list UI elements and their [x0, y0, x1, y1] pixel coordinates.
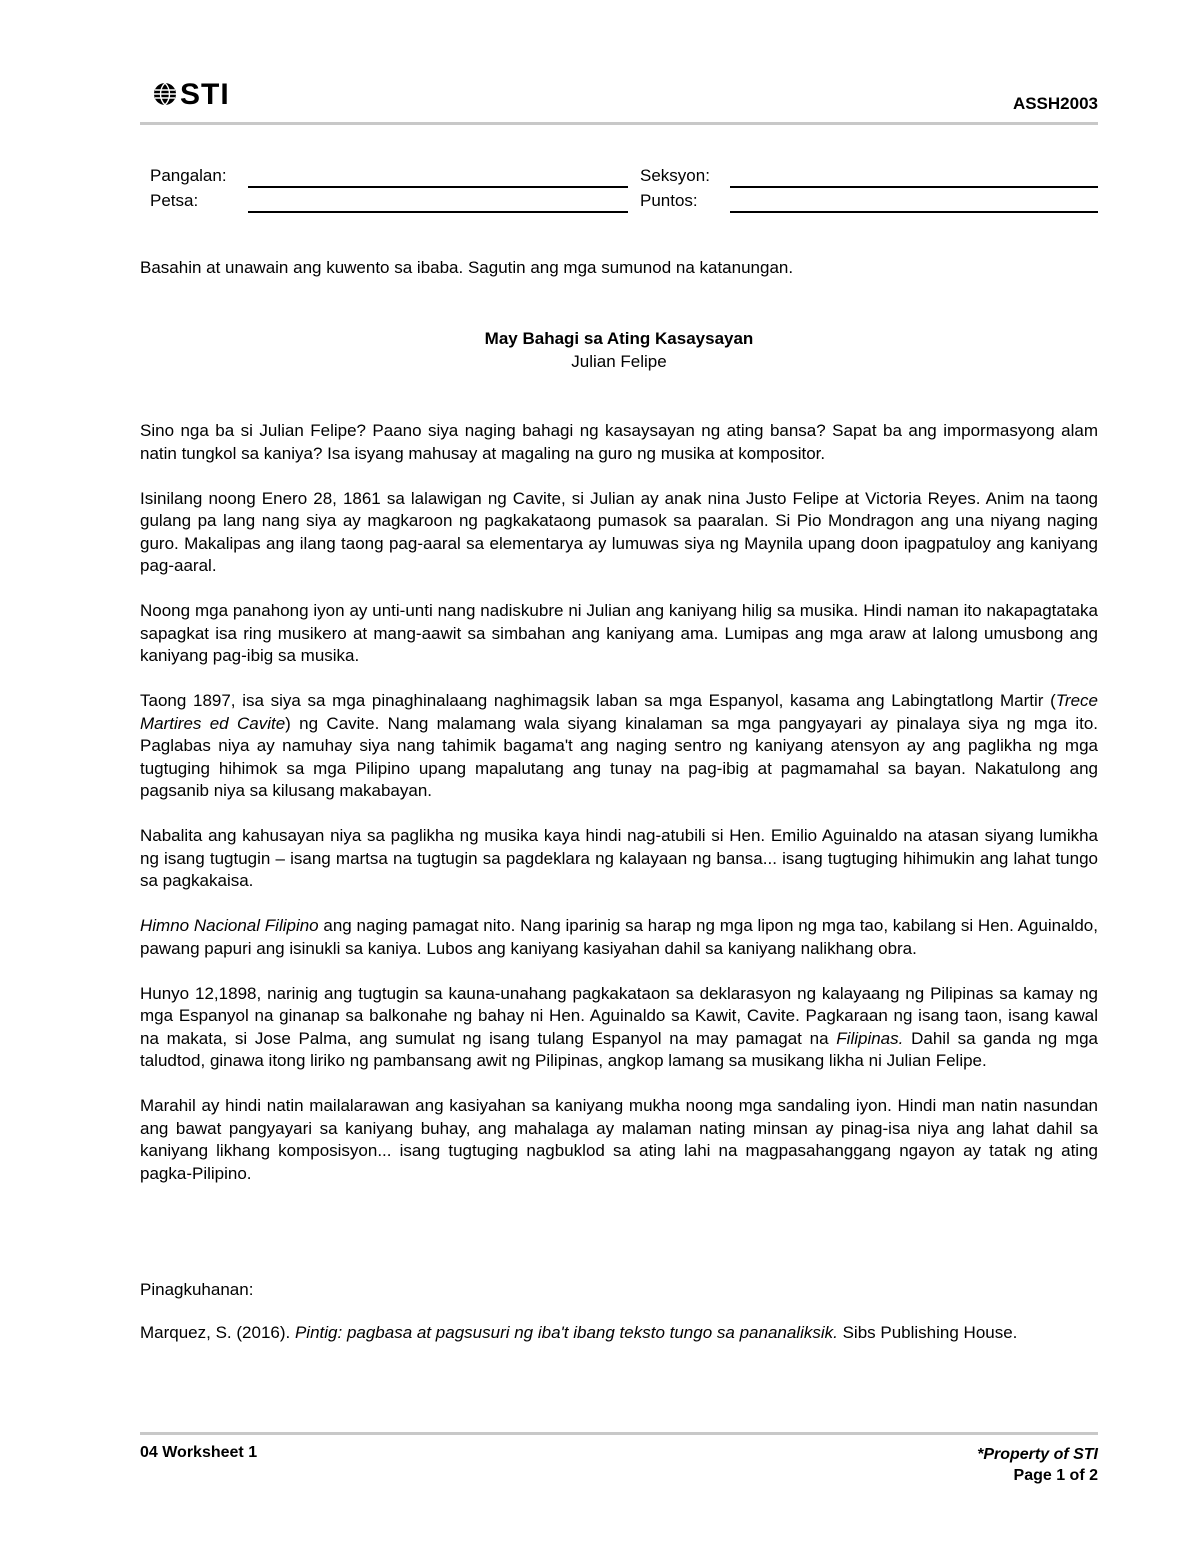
score-field[interactable] [730, 211, 1098, 213]
name-field[interactable] [248, 186, 628, 188]
paragraph: Isinilang noong Enero 28, 1861 sa lalawigan ng Cavite, si Julian ay anak nina Justo Felipe at Victoria Reyes. Anim na taong gulang pa lang nang siya ay magkaroon ng pagkakataong pumasok sa paaralan. Si Pio Mondragon ang una niyang naging guro. Makalipas ang ilang taong pag-aaral sa elementarya ay lumuwas siya ng Maynila upang doon ipagpatuloy ang kaniyang pag-aaral. [140, 488, 1098, 575]
globe-icon [152, 81, 178, 107]
references-heading: Pinagkuhanan: [140, 1280, 254, 1299]
paragraph: Sino nga ba si Julian Felipe? Paano siya naging bahagi ng kasaysayan ng ating bansa? Sapat ba ang impormasyong alam natin tungkol sa kaniya? Isa isyang mahusay at magaling na guro ng musika at kompositor. [140, 421, 1098, 463]
course-code: ASSH2003 [1012, 94, 1098, 113]
date-field[interactable] [248, 211, 628, 213]
property-notice: *Property of STI [977, 1446, 1098, 1463]
sti-logo [152, 78, 230, 112]
header-divider [140, 122, 1098, 125]
section-field[interactable] [730, 186, 1098, 188]
paragraph: Nabalita ang kahusayan niya sa paglikha ng musika kaya hindi nag-atubili si Hen. Emilio Aguinaldo na atasan siyang lumikha ng isang tugtugin – isang martsa na tugtugin sa pagdeklara ng kalayaan ng bansa... isang tugtuging hihimukin ang lahat tungo sa pagkakaisa. [140, 826, 1098, 890]
paragraph: Taong 1897, isa siya sa mga pinaghinalaang naghimagsik laban sa mga Espanyol, kasama ang Labingtatlong Martir (Trece Martires ed Cavite) ng Cavite. Nang malamang wala siyang kinalaman sa mga pangyayari ay pinalaya siya ng mga ito. Paglabas niya ay namuhay siya nang tahimik bagama't ang naging sentro ng kaniyang atensyon ay ang paglikha ng mga tugtuging hihimok sa mga Pilipino upang mapalutang ang tunay na pag-ibig at pagmamahal sa bayan. Nakatulong ang pagsanib niya sa kilusang makabayan. [140, 691, 1099, 800]
logo-text: STI [180, 78, 230, 111]
instructions: Basahin at unawain ang kuwento sa ibaba. Sagutin ang mga sumunod na katanungan. [140, 258, 794, 277]
story-body [140, 420, 1098, 1208]
paragraph: Marahil ay hindi natin mailalarawan ang kasiyahan sa kaniyang mukha noong mga sandaling iyon. Hindi man natin nasundan ang bawat pangyayari sa kaniyang buhay, ang mahalaga ay malaman nating minsan ay pinag-isa niya ang lahat dahil sa kaniyang likhang komposisyon... isang tugtuging nagbuklod sa ating lahi na magpasahanggang ngayon ay tatak ng ating pagka-Pilipino. [140, 1096, 1098, 1183]
date-label: Petsa: [150, 191, 199, 210]
paragraph: Noong mga panahong iyon ay unti-unti nang nadiskubre ni Julian ang kaniyang hilig sa musika. Hindi naman ito nakapagtataka sapagkat isa ring musikero at mang-aawit sa simbahan ang kaniyang ama. Lumipas ang mga araw at lalong umusbong ang kaniyang pag-ibig sa musika. [140, 601, 1098, 665]
story-author: Julian Felipe [571, 352, 667, 371]
footer-right [977, 1444, 1098, 1486]
page-number: Page 1 of 2 [1013, 1467, 1098, 1484]
page-header [140, 72, 1098, 124]
footer-worksheet-label: 04 Worksheet 1 [140, 1444, 258, 1461]
italic-term: Trece Martires ed Cavite [140, 691, 1098, 733]
name-label: Pangalan: [150, 166, 227, 185]
score-label: Puntos: [640, 191, 698, 210]
paragraph: Hunyo 12,1898, narinig ang tugtugin sa kauna-unahang pagkakataon sa deklarasyon ng kalayaang ng Pilipinas sa kamay ng mga Espanyol na ginanap sa balkonahe ng bahay ni Hen. Aguinaldo sa Kawit, Cavite. Pagkaraan ng isang taon, isang kawal na makata, si Jose Palma, ang sumulat ng isang tulang Espanyol na may pamagat na Filipinas. Dahil sa ganda ng mga taludtod, ginawa itong liriko ng pambansang awit ng Pilipinas, angkop lamang sa musikang likha ni Julian Felipe. [140, 983, 1098, 1070]
italic-term: Filipinas. [836, 1028, 904, 1048]
student-info-fields [150, 166, 1100, 216]
reference-title: Pintig: pagbasa at pagsusuri ng iba't ibang teksto tungo sa pananaliksik. [294, 1323, 838, 1342]
reference-entry: Marquez, S. (2016). Pintig: pagbasa at pagsusuri ng iba't ibang teksto tungo sa pananaliksik. Sibs Publishing House. [140, 1323, 1018, 1342]
italic-term: Himno Nacional Filipino [140, 916, 319, 935]
section-label: Seksyon: [640, 166, 710, 185]
story-title: May Bahagi sa Ating Kasaysayan [484, 329, 754, 348]
paragraph: Himno Nacional Filipino ang naging pamagat nito. Nang iparinig sa harap ng mga lipon ng mga tao, kabilang si Hen. Aguinaldo, pawang papuri ang isinukli sa kaniya. Lubos ang kaniyang kasiyahan dahil sa kaniyang nalikhang obra. [140, 916, 1098, 958]
footer-divider [140, 1432, 1098, 1435]
